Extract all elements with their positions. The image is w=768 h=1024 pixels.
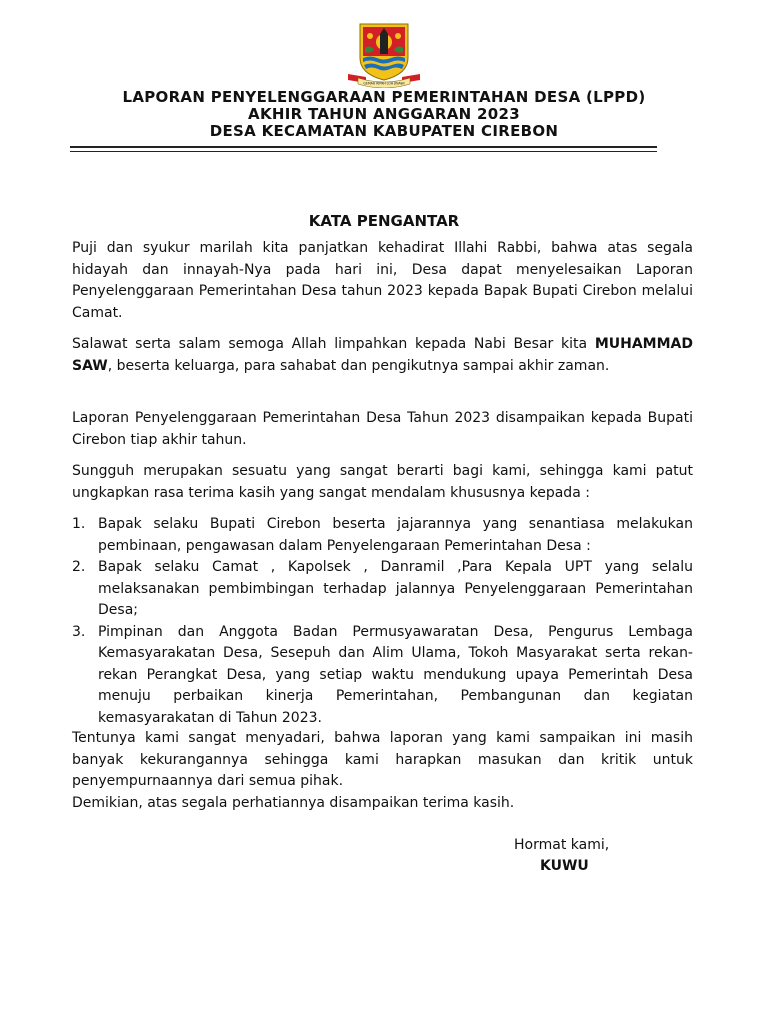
prophet-name: MUHAMMAD SAW — [72, 336, 693, 374]
paragraph-thanks: Demikian, atas segala perhatiannya disampaikan terima kasih. — [72, 794, 515, 811]
list-item-text: Bapak selaku Bupati Cirebon beserta jajarannya yang senantiasa melakukan pembinaan, pengawasan dalam Penyelengaraan Pemerintahan Desa : — [98, 516, 693, 554]
paragraph-opening: Puji dan syukur marilah kita panjatkan kehadirat Illahi Rabbi, bahwa atas segala hidayah dan innayah-Nya pada hari ini, Desa dapat menyelesaikan Laporan Penyelenggaraan Pemerintahan Desa tahun 2023 kepada Bapak Bupati Cirebon melalui Camat. — [72, 240, 693, 321]
signer-title: KUWU — [540, 858, 589, 874]
list-item-text: Pimpinan dan Anggota Badan Permusyawaratan Desa, Pengurus Lembaga Kemasyarakatan Desa, Sesepuh dan Alim Ulama, Tokoh Masyarakat serta rekan-rekan Perangkat Desa, yang setiap waktu mendukung upaya Pemerintah Desa menuju perbaikan kinerja Pemerintahan, Pembangunan dan kegiatan kemasyarakatan di Tahun 2023. — [98, 623, 693, 726]
paragraph-closing — [72, 728, 693, 814]
list-item-text: Bapak selaku Camat , Kapolsek , Danramil ,Para Kepala UPT yang selalu melaksanakan pembimbingan terhadap jalannya Penyelenggaraan Pemerintahan Desa; — [98, 559, 693, 618]
list-item-number: 2. — [72, 559, 86, 575]
svg-text:GEMAH RIPAH LOH JINAWI: GEMAH RIPAH LOH JINAWI — [363, 81, 405, 86]
list-item-number: 1. — [72, 516, 86, 532]
paragraph-salawat — [72, 334, 693, 377]
section-title: KATA PENGANTAR — [308, 212, 460, 230]
paragraph-gratitude: Sungguh merupakan sesuatu yang sangat berarti bagi kami, sehingga kami patut ungkapkan rasa terima kasih yang sangat mendalam khususnya kepada : — [72, 463, 693, 501]
closing-salutation: Hormat kami, — [514, 837, 610, 853]
paragraph-report-purpose: Laporan Penyelenggaraan Pemerintahan Desa Tahun 2023 disampaikan kepada Bupati Cirebon tiap akhir tahun. — [72, 410, 693, 448]
paragraph-salawat-end: , beserta keluarga, para sahabat dan pengikutnya sampai akhir zaman. — [107, 357, 610, 374]
report-title-line-1: LAPORAN PENYELENGGARAAN PEMERINTAHAN DESA (LPPD) — [122, 88, 646, 106]
list-item — [72, 622, 693, 730]
header-divider-thin — [70, 151, 657, 152]
header-divider-thick — [70, 146, 657, 148]
gratitude-list — [72, 514, 693, 729]
list-item — [72, 514, 693, 557]
cirebon-regency-emblem-icon — [344, 20, 424, 88]
paragraph-shortcomings: Tentunya kami sangat menyadari, bahwa laporan yang kami sampaikan ini masih banyak kekurangannya sehingga kami harapkan masukan dan kritik untuk penyempurnaannya dari semua pihak. — [72, 730, 693, 789]
list-item-number: 3. — [72, 623, 86, 640]
paragraph-salawat-start: Salawat serta salam semoga Allah limpahkan kepada Nabi Besar kita — [72, 336, 595, 352]
report-title-line-3: DESA KECAMATAN KABUPATEN CIREBON — [209, 122, 559, 140]
report-title-line-2: AKHIR TAHUN ANGGARAN 2023 — [248, 105, 520, 123]
list-item — [72, 557, 693, 622]
